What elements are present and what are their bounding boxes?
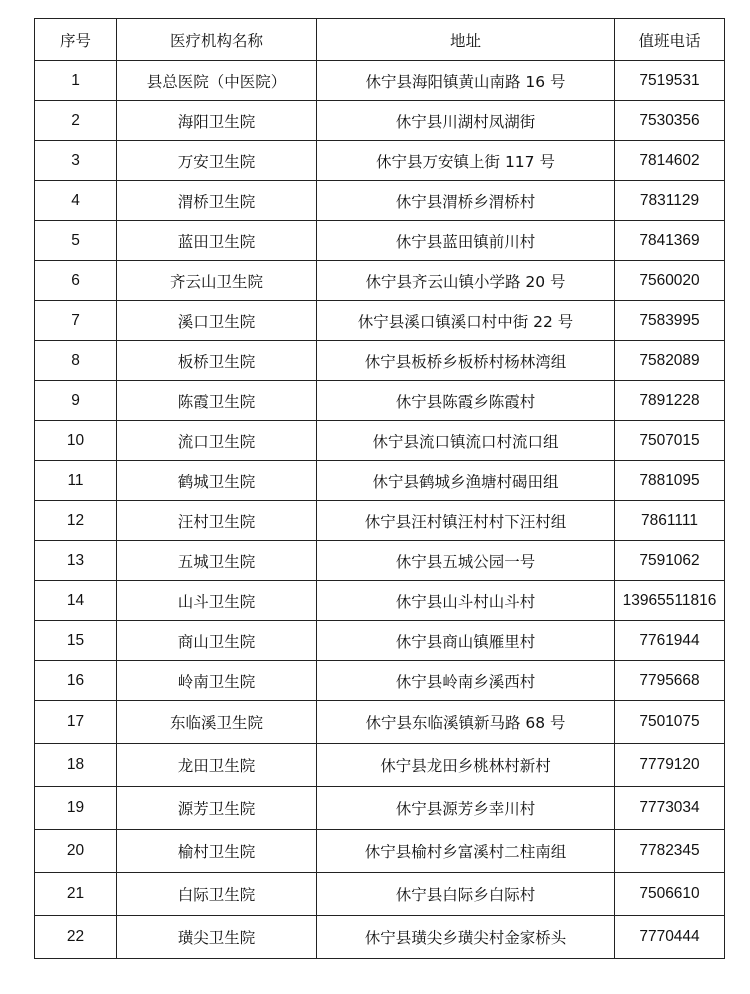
clinic-phone: 7506610 bbox=[615, 873, 725, 916]
table-row bbox=[35, 744, 725, 787]
clinic-name: 海阳卫生院 bbox=[117, 101, 317, 141]
table-body bbox=[35, 61, 725, 959]
table-row bbox=[35, 787, 725, 830]
clinic-address: 休宁县龙田乡桃林村新村 bbox=[317, 744, 615, 787]
clinic-phone: 7530356 bbox=[615, 101, 725, 141]
clinic-address: 休宁县商山镇雁里村 bbox=[317, 621, 615, 661]
clinic-name: 龙田卫生院 bbox=[117, 744, 317, 787]
clinic-name: 蓝田卫生院 bbox=[117, 221, 317, 261]
row-number: 1 bbox=[35, 61, 117, 101]
clinic-table bbox=[34, 18, 725, 959]
row-number: 8 bbox=[35, 341, 117, 381]
clinic-phone: 7773034 bbox=[615, 787, 725, 830]
row-number: 18 bbox=[35, 744, 117, 787]
clinic-address: 休宁县璜尖乡璜尖村金家桥头 bbox=[317, 916, 615, 959]
clinic-address: 休宁县流口镇流口村流口组 bbox=[317, 421, 615, 461]
clinic-phone: 7861111 bbox=[615, 501, 725, 541]
clinic-phone: 13965511816 bbox=[615, 581, 725, 621]
table-row bbox=[35, 141, 725, 181]
clinic-phone: 7814602 bbox=[615, 141, 725, 181]
row-number: 19 bbox=[35, 787, 117, 830]
clinic-name: 白际卫生院 bbox=[117, 873, 317, 916]
table-header bbox=[35, 19, 725, 61]
clinic-phone: 7782345 bbox=[615, 830, 725, 873]
row-number: 4 bbox=[35, 181, 117, 221]
clinic-name: 山斗卫生院 bbox=[117, 581, 317, 621]
table-row bbox=[35, 701, 725, 744]
clinic-phone: 7591062 bbox=[615, 541, 725, 581]
table-row bbox=[35, 261, 725, 301]
clinic-address: 休宁县万安镇上街 117 号 bbox=[317, 141, 615, 181]
clinic-address: 休宁县榆村乡富溪村二柱南组 bbox=[317, 830, 615, 873]
clinic-phone: 7770444 bbox=[615, 916, 725, 959]
clinic-phone: 7831129 bbox=[615, 181, 725, 221]
row-number: 20 bbox=[35, 830, 117, 873]
table-row bbox=[35, 221, 725, 261]
table-row bbox=[35, 301, 725, 341]
header-row bbox=[35, 19, 725, 61]
clinic-address: 休宁县山斗村山斗村 bbox=[317, 581, 615, 621]
clinic-name: 商山卫生院 bbox=[117, 621, 317, 661]
table-row bbox=[35, 421, 725, 461]
clinic-name: 溪口卫生院 bbox=[117, 301, 317, 341]
clinic-name: 陈霞卫生院 bbox=[117, 381, 317, 421]
table-row bbox=[35, 621, 725, 661]
clinic-phone: 7560020 bbox=[615, 261, 725, 301]
clinic-name: 榆村卫生院 bbox=[117, 830, 317, 873]
row-number: 3 bbox=[35, 141, 117, 181]
clinic-address: 休宁县溪口镇溪口村中街 22 号 bbox=[317, 301, 615, 341]
row-number: 14 bbox=[35, 581, 117, 621]
clinic-phone: 7891228 bbox=[615, 381, 725, 421]
table-row bbox=[35, 541, 725, 581]
clinic-name: 万安卫生院 bbox=[117, 141, 317, 181]
clinic-phone: 7779120 bbox=[615, 744, 725, 787]
table-row bbox=[35, 61, 725, 101]
row-number: 17 bbox=[35, 701, 117, 744]
table-row bbox=[35, 101, 725, 141]
clinic-phone: 7583995 bbox=[615, 301, 725, 341]
row-number: 12 bbox=[35, 501, 117, 541]
clinic-address: 休宁县板桥乡板桥村杨林湾组 bbox=[317, 341, 615, 381]
clinic-phone: 7841369 bbox=[615, 221, 725, 261]
clinic-address: 休宁县齐云山镇小学路 20 号 bbox=[317, 261, 615, 301]
row-number: 16 bbox=[35, 661, 117, 701]
table-row bbox=[35, 661, 725, 701]
row-number: 6 bbox=[35, 261, 117, 301]
clinic-address: 休宁县岭南乡溪西村 bbox=[317, 661, 615, 701]
clinic-phone: 7795668 bbox=[615, 661, 725, 701]
header-name: 医疗机构名称 bbox=[117, 19, 317, 61]
clinic-address: 休宁县汪村镇汪村村下汪村组 bbox=[317, 501, 615, 541]
clinic-phone: 7519531 bbox=[615, 61, 725, 101]
row-number: 10 bbox=[35, 421, 117, 461]
clinic-name: 板桥卫生院 bbox=[117, 341, 317, 381]
clinic-name: 源芳卫生院 bbox=[117, 787, 317, 830]
clinic-name: 渭桥卫生院 bbox=[117, 181, 317, 221]
row-number: 9 bbox=[35, 381, 117, 421]
clinic-name: 齐云山卫生院 bbox=[117, 261, 317, 301]
clinic-address: 休宁县陈霞乡陈霞村 bbox=[317, 381, 615, 421]
clinic-phone: 7761944 bbox=[615, 621, 725, 661]
row-number: 7 bbox=[35, 301, 117, 341]
clinic-address: 休宁县源芳乡幸川村 bbox=[317, 787, 615, 830]
table-row bbox=[35, 381, 725, 421]
clinic-address: 休宁县五城公园一号 bbox=[317, 541, 615, 581]
table-row bbox=[35, 501, 725, 541]
clinic-address: 休宁县鹤城乡渔塘村碣田组 bbox=[317, 461, 615, 501]
clinic-name: 岭南卫生院 bbox=[117, 661, 317, 701]
row-number: 11 bbox=[35, 461, 117, 501]
row-number: 15 bbox=[35, 621, 117, 661]
clinic-address: 休宁县海阳镇黄山南路 16 号 bbox=[317, 61, 615, 101]
clinic-phone: 7507015 bbox=[615, 421, 725, 461]
clinic-name: 县总医院（中医院） bbox=[117, 61, 317, 101]
table-row bbox=[35, 341, 725, 381]
table-row bbox=[35, 873, 725, 916]
row-number: 13 bbox=[35, 541, 117, 581]
clinic-name: 东临溪卫生院 bbox=[117, 701, 317, 744]
clinic-name: 鹤城卫生院 bbox=[117, 461, 317, 501]
table-row bbox=[35, 581, 725, 621]
clinic-name: 璜尖卫生院 bbox=[117, 916, 317, 959]
row-number: 5 bbox=[35, 221, 117, 261]
table-row bbox=[35, 461, 725, 501]
row-number: 21 bbox=[35, 873, 117, 916]
clinic-address: 休宁县渭桥乡渭桥村 bbox=[317, 181, 615, 221]
clinic-address: 休宁县川湖村凤湖街 bbox=[317, 101, 615, 141]
header-num: 序号 bbox=[35, 19, 117, 61]
clinic-address: 休宁县蓝田镇前川村 bbox=[317, 221, 615, 261]
clinic-name: 汪村卫生院 bbox=[117, 501, 317, 541]
row-number: 22 bbox=[35, 916, 117, 959]
clinic-phone: 7501075 bbox=[615, 701, 725, 744]
row-number: 2 bbox=[35, 101, 117, 141]
table-row bbox=[35, 181, 725, 221]
clinic-phone: 7881095 bbox=[615, 461, 725, 501]
clinic-address: 休宁县东临溪镇新马路 68 号 bbox=[317, 701, 615, 744]
clinic-address: 休宁县白际乡白际村 bbox=[317, 873, 615, 916]
clinic-name: 五城卫生院 bbox=[117, 541, 317, 581]
clinic-name: 流口卫生院 bbox=[117, 421, 317, 461]
table-row bbox=[35, 830, 725, 873]
clinic-phone: 7582089 bbox=[615, 341, 725, 381]
header-address: 地址 bbox=[317, 19, 615, 61]
table-row bbox=[35, 916, 725, 959]
header-phone: 值班电话 bbox=[615, 19, 725, 61]
